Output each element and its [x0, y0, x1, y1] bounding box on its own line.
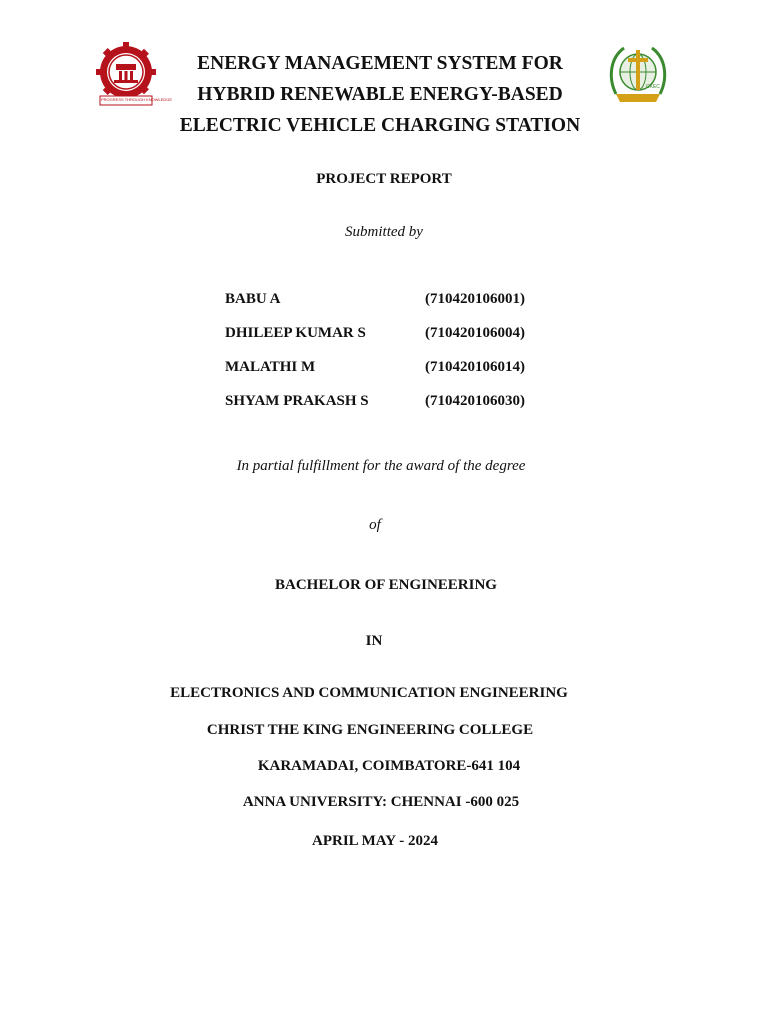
- logo-motto: PROGRESS THROUGH KNOWLEDGE: [101, 97, 173, 102]
- report-title: [120, 48, 640, 141]
- in-text: IN: [365, 633, 383, 649]
- submission-date: APRIL MAY - 2024: [312, 833, 438, 849]
- student-id: (710420106001): [425, 291, 525, 307]
- of-text: of: [369, 517, 381, 533]
- submitted-by: Submitted by: [345, 224, 423, 240]
- student-name: SHYAM PRAKASH S: [225, 393, 369, 409]
- fulfillment-text: In partial fulfillment for the award of the degree: [236, 458, 526, 474]
- student-id: (710420106014): [425, 359, 525, 375]
- student-name: DHILEEP KUMAR S: [225, 325, 366, 341]
- college-location: KARAMADAI, COIMBATORE-641 104: [257, 758, 521, 774]
- department: ELECTRONICS AND COMMUNICATION ENGINEERING: [170, 685, 568, 701]
- student-name: BABU A: [225, 291, 281, 307]
- college-name: CHRIST THE KING ENGINEERING COLLEGE: [206, 722, 534, 738]
- student-id: (710420106030): [425, 393, 525, 409]
- degree: BACHELOR OF ENGINEERING: [275, 577, 497, 593]
- logo-abbrev: CKEC: [646, 84, 660, 90]
- title-line-2: HYBRID RENEWABLE ENERGY-BASED: [197, 84, 563, 105]
- student-name: MALATHI M: [225, 359, 316, 375]
- report-type: PROJECT REPORT: [316, 171, 452, 187]
- university: ANNA UNIVERSITY: CHENNAI -600 025: [242, 794, 520, 810]
- student-id: (710420106004): [425, 325, 525, 341]
- title-line-3: ELECTRIC VEHICLE CHARGING STATION: [179, 115, 581, 136]
- title-line-1: ENERGY MANAGEMENT SYSTEM FOR: [197, 53, 563, 74]
